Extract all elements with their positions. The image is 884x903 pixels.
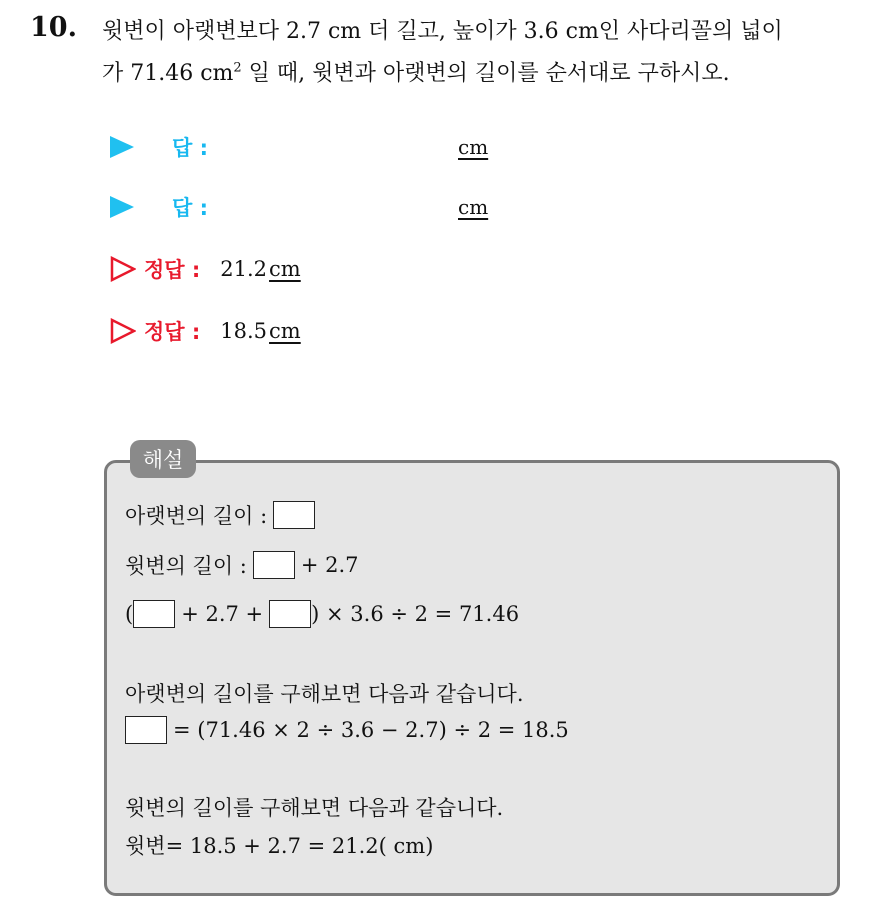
- correct-answer-label: 정답 :: [144, 320, 201, 344]
- question-text-line2-end: 일 때, 윗변과 아랫변의 길이를 순서대로 구하시오.: [241, 61, 730, 86]
- solution-area-equation: [125, 600, 519, 628]
- solution-find-lower-equation: [125, 716, 569, 744]
- correct-answer-label: 정답 :: [144, 258, 201, 282]
- solution-find-upper-equation: 윗변= 18.5 + 2.7 = 21.2( cm): [125, 834, 434, 858]
- blank-box: [133, 600, 175, 628]
- answer-label: 답 :: [172, 196, 208, 220]
- solution-find-upper-text: 윗변의 길이를 구해보면 다음과 같습니다.: [125, 796, 504, 820]
- question-text-line1: 윗변이 아랫변보다 2.7 cm 더 길고, 높이가 3.6 cm인 사다리꼴의 넓이: [102, 19, 783, 44]
- answer-label: 답 :: [172, 136, 208, 160]
- question-text-line2-start: 가 71.46 cm: [102, 61, 234, 86]
- blank-box: [273, 501, 315, 529]
- blank-box: [269, 600, 311, 628]
- outline-triangle-icon: [110, 256, 136, 282]
- lower-equation: = (71.46 × 2 ÷ 3.6 − 2.7) ÷ 2 = 18.5: [173, 718, 569, 742]
- upper-base-suffix: + 2.7: [300, 553, 359, 577]
- blank-box: [253, 551, 295, 579]
- correct-answer-value: 21.2: [220, 257, 268, 281]
- correct-answer-row-1: [110, 252, 301, 286]
- answer-unit: cm: [458, 135, 489, 159]
- play-triangle-icon: [110, 196, 134, 218]
- solution-tab: 해설: [130, 440, 196, 478]
- correct-answer-row-2: [110, 314, 301, 348]
- blank-box: [125, 716, 167, 744]
- correct-answer-unit: cm: [269, 319, 301, 343]
- area-close: ) × 3.6 ÷ 2 = 71.46: [311, 602, 520, 626]
- answer-unit: cm: [458, 195, 489, 219]
- play-triangle-icon: [110, 136, 134, 158]
- correct-answer-value: 18.5: [220, 319, 268, 343]
- question-text-line2: [102, 56, 730, 87]
- upper-base-label: 윗변의 길이 :: [125, 554, 247, 578]
- area-open-paren: (: [125, 602, 134, 626]
- solution-lower-base: [125, 500, 315, 530]
- squared-superscript: 2: [233, 60, 242, 76]
- solution-find-lower-text: 아랫변의 길이를 구해보면 다음과 같습니다.: [125, 682, 524, 706]
- outline-triangle-icon: [110, 318, 136, 344]
- answer-row-2[interactable]: [110, 190, 610, 224]
- correct-answer-unit: cm: [269, 257, 301, 281]
- lower-base-label: 아랫변의 길이 :: [125, 504, 268, 528]
- answer-row-1[interactable]: [110, 130, 610, 164]
- solution-upper-base: [125, 550, 359, 580]
- question-number: 10.: [30, 12, 77, 43]
- area-middle: + 2.7 +: [181, 602, 264, 626]
